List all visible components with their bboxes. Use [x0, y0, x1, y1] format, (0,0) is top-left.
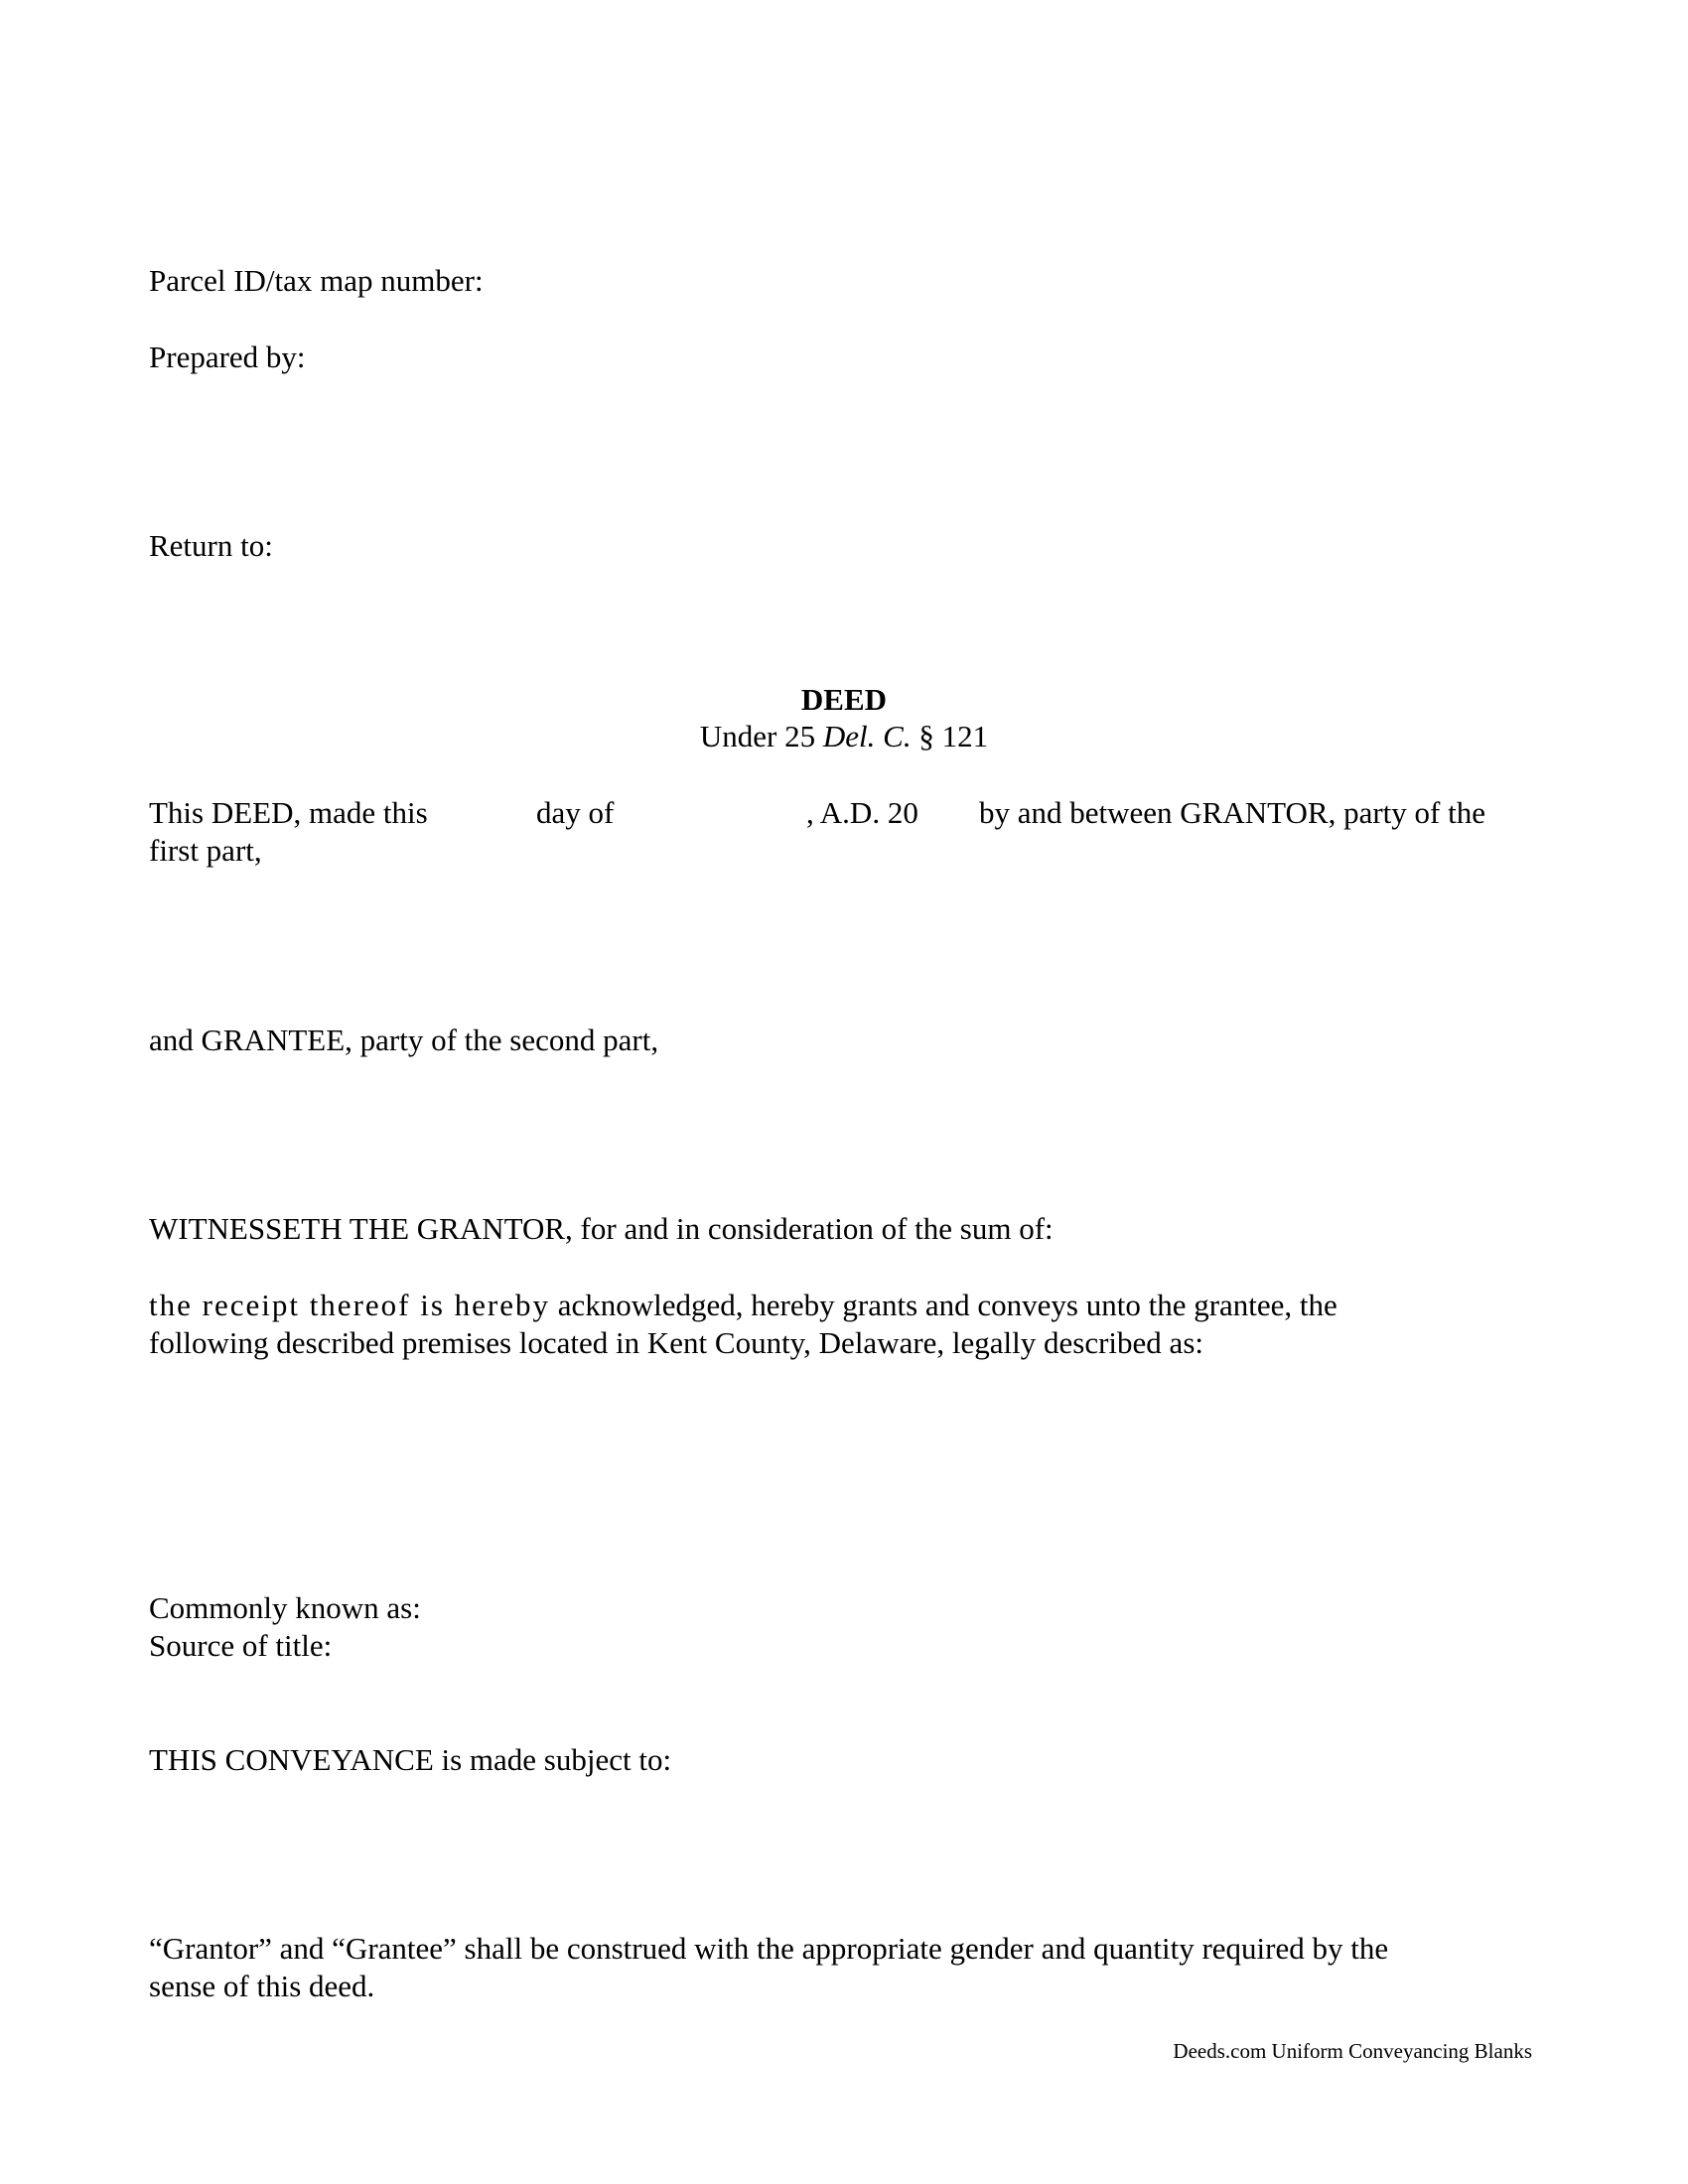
- conveyance-line: THIS CONVEYANCE is made subject to:: [149, 1742, 672, 1777]
- receipt-rest: acknowledged, hereby grants and conveys unto the grantee, the: [550, 1288, 1337, 1322]
- preamble-ad-year: , A.D. 20: [806, 795, 918, 830]
- receipt-lead: the receipt thereof is hereby: [149, 1288, 550, 1322]
- source-of-title-label: Source of title:: [149, 1628, 333, 1663]
- statute-reference: [0, 718, 1688, 755]
- preamble-first-part: first part,: [149, 833, 262, 868]
- prepared-by-label: Prepared by:: [149, 340, 306, 374]
- grantee-line: and GRANTEE, party of the second part,: [149, 1023, 659, 1057]
- construction-line-2: sense of this deed.: [149, 1969, 375, 2003]
- receipt-line-2: following described premises located in Kent County, Delaware, legally described as:: [149, 1325, 1203, 1360]
- commonly-known-label: Commonly known as:: [149, 1590, 421, 1625]
- preamble-made-this: This DEED, made this: [149, 795, 428, 830]
- receipt-line-1: [149, 1287, 1337, 1324]
- preamble-between-grantor: by and between GRANTOR, party of the: [979, 795, 1485, 830]
- witness-line: WITNESSETH THE GRANTOR, for and in consideration of the sum of:: [149, 1211, 1054, 1246]
- statute-suffix: § 121: [911, 719, 989, 753]
- deed-title: DEED: [800, 682, 888, 717]
- statute-code: Del. C.: [822, 719, 912, 753]
- parcel-id-label: Parcel ID/tax map number:: [149, 263, 484, 298]
- footer-text: Deeds.com Uniform Conveyancing Blanks: [1173, 2039, 1532, 2063]
- construction-line-1: “Grantor” and “Grantee” shall be construed with the appropriate gender and quantity required by the: [149, 1931, 1389, 1966]
- return-to-label: Return to:: [149, 528, 273, 563]
- statute-prefix: Under 25: [699, 719, 823, 753]
- preamble-day-of: day of: [536, 795, 615, 830]
